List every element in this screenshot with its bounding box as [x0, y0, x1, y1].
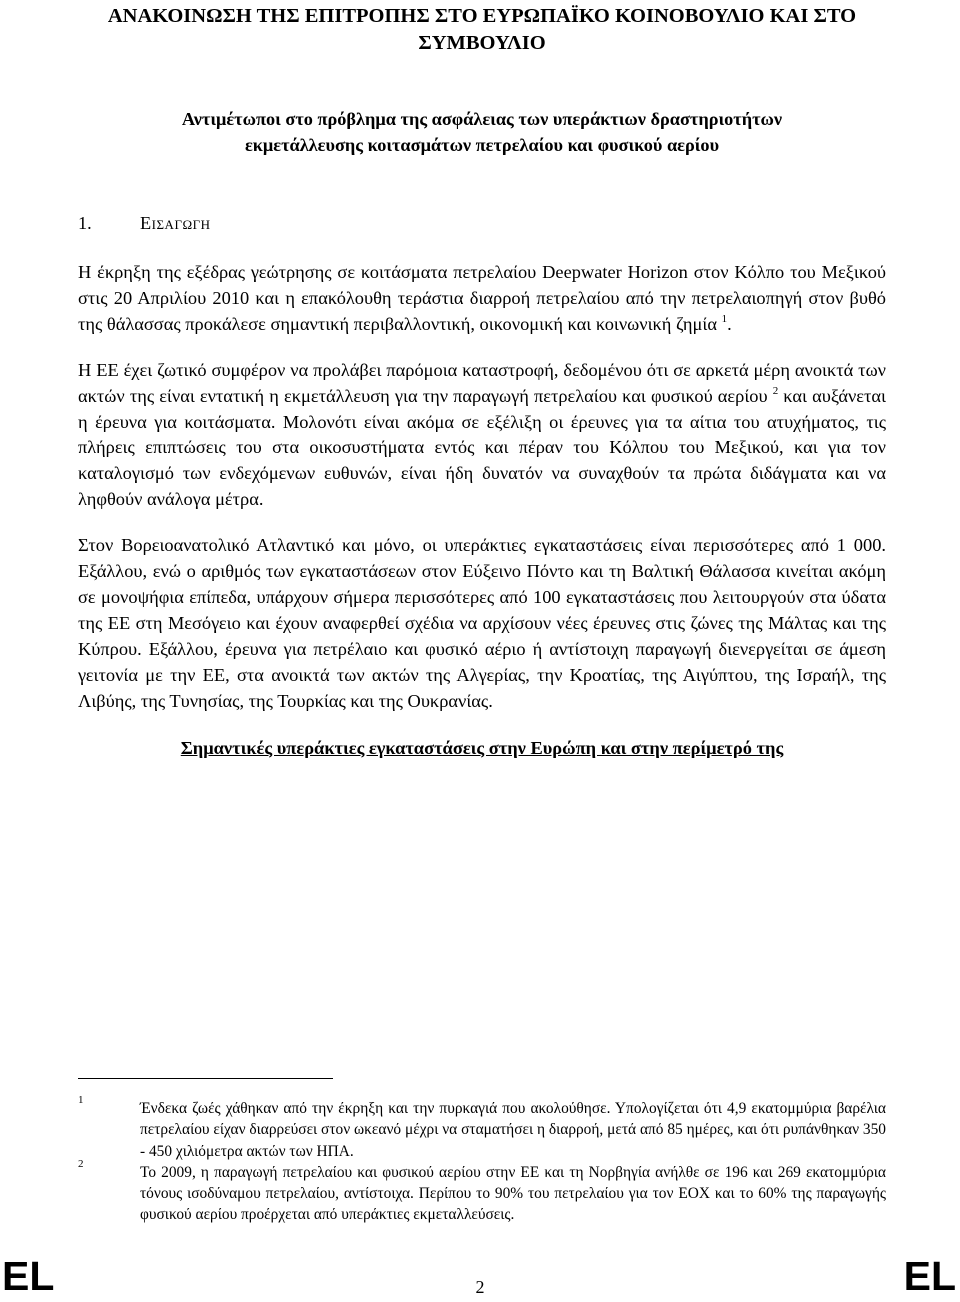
page-number: 2: [475, 1277, 485, 1297]
subtitle-line-2: εκμετάλλευσης κοιτασμάτων πετρελαίου και φυσικού αερίου: [244, 135, 720, 155]
footnote-text: Το 2009, η παραγωγή πετρελαίου και φυσικού αερίου στην ΕΕ και τη Νορβηγία ανήλθε σε 196 και 269 εκατομμύρια τόνους ισοδύναμου πετρελαίου, αντίστοιχα. Περίπου το 90% του πετρελαίου για τον ΕΟΧ και το 60% της παραγωγής φυσικού αερίου προέρχεται από υπεράκτιες εκμεταλλεύσεις.: [140, 1163, 886, 1224]
document-title: [78, 0, 886, 57]
paragraph-1-end: .: [727, 313, 732, 334]
document-page: [78, 0, 886, 1224]
section-heading: [78, 210, 886, 236]
footnote-number: 2: [78, 1157, 84, 1170]
footnote-ref-2[interactable]: 2: [772, 384, 779, 397]
footnote: [78, 1157, 886, 1226]
subtitle-line-1: Αντιμέτωποι στο πρόβλημα της ασφάλειας των υπεράκτιων δραστηριοτήτων: [181, 109, 783, 129]
paragraph-2-text-a: Η ΕΕ έχει ζωτικό συμφέρον να προλάβει παρόμοια καταστροφή, δεδομένου ότι σε αρκετά μέρη ανοικτά των ακτών της είναι εντατική η εκμετάλλευση για την παραγωγή πετρελαίου και φυσικού αερίου: [78, 359, 886, 406]
section-number: 1.: [78, 213, 92, 233]
title-line-1: ΑΝΑΚΟΙΝΩΣΗ ΤΗΣ ΕΠΙΤΡΟΠΗΣ ΣΤΟ ΕΥΡΩΠΑΪΚΟ ΚΟΙΝΟΒΟΥΛΙΟ ΚΑΙ ΣΤΟ: [107, 5, 857, 27]
paragraph-3: Στον Βορειοανατολικό Ατλαντικό και μόνο, οι υπεράκτιες εγκαταστάσεις είναι περισσότερες από 1 000. Εξάλλου, ενώ ο αριθμός των εγκαταστάσεων στον Εύξεινο Πόντο και τη Βαλτική Θάλασσα κινείται ακόμη σε μονοψήφια επίπεδα, υπάρχουν σήμερα περισσότερες από 100 εγκαταστάσεις που λειτουργούν στα ύδατα της ΕΕ στη Μεσόγειο και έχουν αναφερθεί σχέδια να αρχίσουν νέες έρευνες στις ζώνες της Μάλτας και της Κύπρου. Εξάλλου, έρευνα για πετρέλαιο και φυσικό αέριο ή αντίστοιχη παραγωγή διενεργείται σε άμεση γειτονία με την ΕΕ, στα ανοικτά των ακτών της Αλγερίας, την Κροατίας, της Αιγύπτου, της Ισραήλ, της Λιβύης, της Τυνησίας, της Τουρκίας και της Ουκρανίας.: [78, 535, 886, 711]
document-subtitle: [78, 106, 886, 158]
footnotes: [78, 1094, 886, 1226]
paragraph-1: [78, 260, 886, 338]
language-code-left: EL: [2, 1253, 55, 1299]
paragraph-2: [78, 358, 886, 513]
title-line-2: ΣΥΜΒΟΥΛΙΟ: [418, 32, 546, 54]
footnote-number: 1: [78, 1094, 84, 1106]
language-code-right: EL: [903, 1253, 956, 1299]
page-footer: [0, 1254, 960, 1302]
footnote-ref-1[interactable]: 1: [721, 312, 728, 325]
paragraph-2-text-b: και αυξάνεται η έρευνα για κοιτάσματα. Μολονότι είναι ακόμα σε εξέλιξη οι έρευνες για τα αίτια του ατυχήματος, τις πλήρεις επιπτώσεις του στα οικοσυστήματα εντός και πέραν του Κόλπου του Μεξικού, και για τον καταλογισμό των ενδεχόμενων ευθυνών, είναι ήδη δυνατόν να συναχθούν τα πρώτα διδάγματα και να ληφθούν ανάλογα μέτρα.: [78, 385, 886, 510]
footnote-separator: [78, 1078, 333, 1079]
footnote-text: Ένδεκα ζωές χάθηκαν από την έκρηξη και την πυρκαγιά που ακολούθησε. Υπολογίζεται ότι 4,9 εκατομμύρια βαρέλια πετρελαίου είχαν διαρρεύσει στον ωκεανό μέχρι να σταματήσει η διαρροή, μετά από 85 ημέρες, και ότι ρυπάνθηκαν 350 - 450 χιλιόμετρα ακτών των ΗΠΑ.: [140, 1100, 886, 1160]
section-heading-text: Εισαγωγη: [140, 213, 211, 233]
figure-title: Σημαντικές υπεράκτιες εγκαταστάσεις στην Ευρώπη και στην περίμετρό της: [180, 737, 784, 758]
paragraph-1-text: Η έκρηξη της εξέδρας γεώτρησης σε κοιτάσματα πετρελαίου Deepwater Horizon στον Κόλπο του Μεξικού στις 20 Απριλίου 2010 και η επακόλουθη τεράστια διαρροή πετρελαίου από την πετρελαιοπηγή στον βυθό της θάλασσας προκάλεσε σημαντική περιβαλλοντική, οικονομική και κοινωνική ζημία: [78, 262, 886, 334]
footnote: [78, 1094, 886, 1162]
